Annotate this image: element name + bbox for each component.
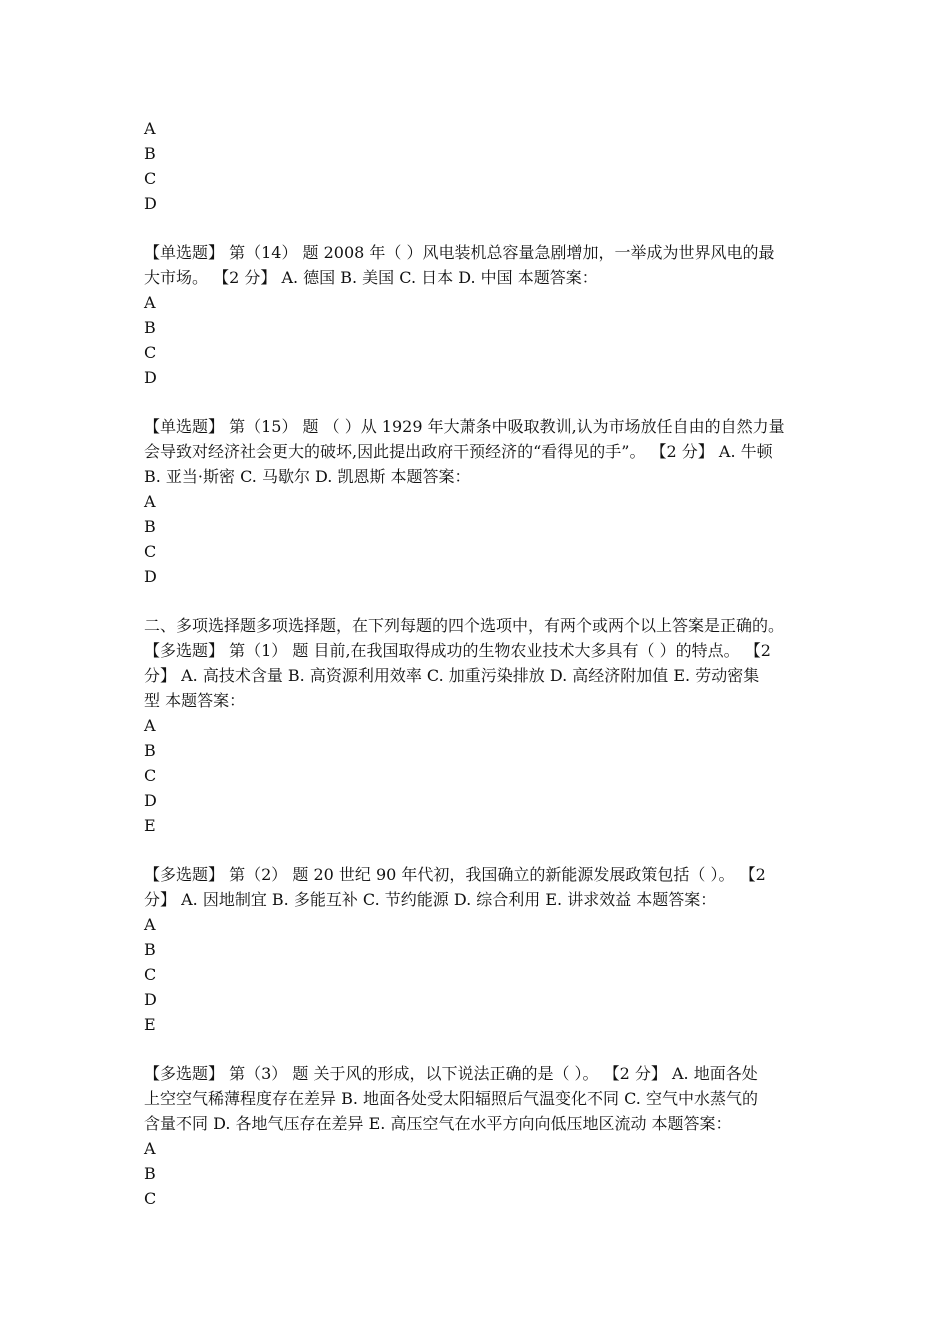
question-text-line: 会导致对经济社会更大的破坏,因此提出政府干预经济的“看得见的手”。 【2 分】 A. 牛顿 <box>144 442 773 461</box>
option-label: C <box>144 965 157 984</box>
option-label: D <box>144 368 157 387</box>
option-label: B <box>144 940 156 959</box>
document-page <box>144 116 808 1211</box>
option-label: D <box>144 194 157 213</box>
spacer <box>144 589 808 613</box>
option-label: C <box>144 542 157 561</box>
question-text-line: 【多选题】 第（2） 题 20 世纪 90 年代初，我国确立的新能源发展政策包括（ ）。 【2 <box>144 865 766 884</box>
question-block <box>144 613 808 838</box>
question-text-line: 【单选题】 第（15） 题 （ ）从 1929 年大萧条中吸取教训,认为市场放任自由的自然力量 <box>144 417 785 436</box>
question-block <box>144 862 808 1037</box>
option-label: B <box>144 144 156 163</box>
question-text-line: 【单选题】 第（14） 题 2008 年（ ）风电装机总容量急剧增加，一举成为世界风电的最 <box>144 243 775 262</box>
option-label: C <box>144 169 157 188</box>
spacer <box>144 216 808 240</box>
option-label: C <box>144 1189 157 1208</box>
spacer <box>144 838 808 862</box>
option-label: C <box>144 766 157 785</box>
question-text-line: 【多选题】 第（3） 题 关于风的形成，以下说法正确的是（ ）。 【2 分】 A. 地面各处 <box>144 1064 758 1083</box>
question-block <box>144 414 808 589</box>
option-label: B <box>144 1164 156 1183</box>
option-label: B <box>144 517 156 536</box>
question-block <box>144 240 808 390</box>
option-label: D <box>144 990 157 1009</box>
option-label: A <box>144 492 156 511</box>
question-block <box>144 1061 808 1211</box>
question-text-line: 含量不同 D. 各地气压存在差异 E. 高压空气在水平方向向低压地区流动 本题答案： <box>144 1114 732 1133</box>
option-label: E <box>144 1015 156 1034</box>
top-option-list <box>144 116 808 216</box>
option-label: A <box>144 716 156 735</box>
option-label: C <box>144 343 157 362</box>
option-label: A <box>144 293 156 312</box>
spacer <box>144 1037 808 1061</box>
question-text-line: 分】 A. 因地制宜 B. 多能互补 C. 节约能源 D. 综合利用 E. 讲求效益 本题答案： <box>144 890 717 909</box>
option-label: B <box>144 318 156 337</box>
option-label: A <box>144 915 156 934</box>
option-label: A <box>144 119 156 138</box>
option-label: A <box>144 1139 156 1158</box>
question-text-line: 型 本题答案： <box>144 691 246 710</box>
option-label: D <box>144 791 157 810</box>
option-label: E <box>144 816 156 835</box>
question-text-line: 上空空气稀薄程度存在差异 B. 地面各处受太阳辐照后气温变化不同 C. 空气中水蒸气的 <box>144 1089 758 1108</box>
option-label: D <box>144 567 157 586</box>
question-text-line: 分】 A. 高技术含量 B. 高资源利用效率 C. 加重污染排放 D. 高经济附加值 E. 劳动密集 <box>144 666 760 685</box>
section-heading: 二、多项选择题多项选择题，在下列每题的四个选项中，有两个或两个以上答案是正确的。 <box>144 616 785 635</box>
question-text-line: 【多选题】 第（1） 题 目前,在我国取得成功的生物农业技术大多具有（ ）的特点。 【2 <box>144 641 771 660</box>
question-text-line: 大市场。 【2 分】 A. 德国 B. 美国 C. 日本 D. 中国 本题答案： <box>144 268 598 287</box>
option-label: B <box>144 741 156 760</box>
question-text-line: B. 亚当·斯密 C. 马歇尔 D. 凯恩斯 本题答案： <box>144 467 471 486</box>
spacer <box>144 390 808 414</box>
